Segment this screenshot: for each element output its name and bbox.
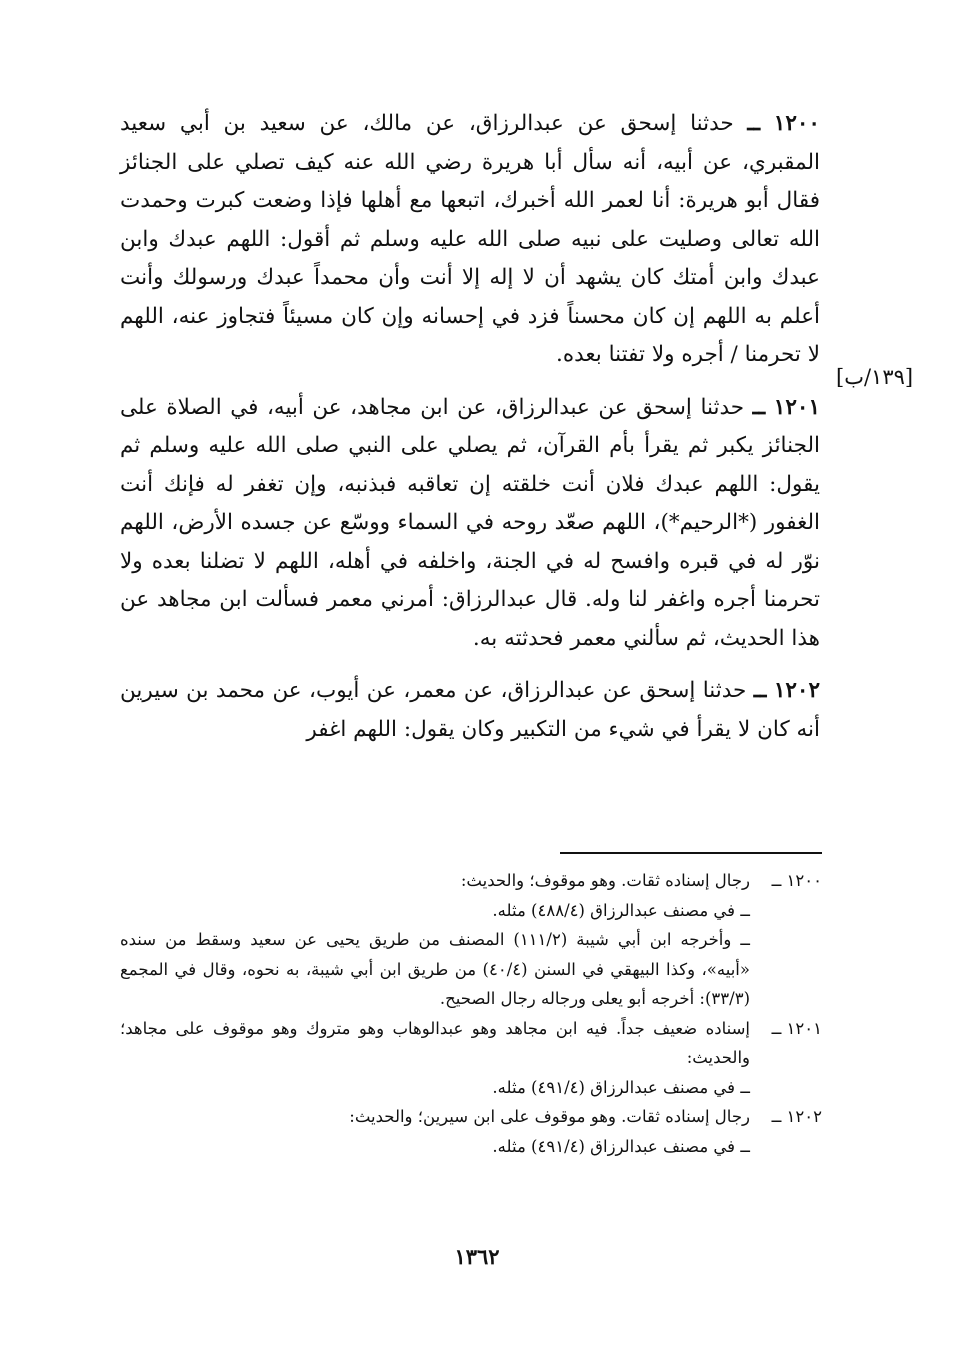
footnote-1200-continued [120, 925, 822, 1014]
footnote-number: ١٢٠٠ ــ [771, 871, 822, 890]
hadith-1201 [120, 389, 820, 659]
hadith-1200 [120, 105, 820, 375]
hadith-text: حدثنا إسحق عن عبدالرزاق، عن ابن مجاهد، عن أبيه، في الصلاة على الجنائز يكبر ثم يقرأ بأم القرآن، ثم يصلي على النبي صلى الله عليه وسلم ثم يقول: اللهم عبدك فلان أنت خلقته إن تعاقبه فبذنبه، وإن تغفر له فإنك أنت الغفور (*الرحيم*)، اللهم صعّد روحه في السماء ووسّع عن جسده الأرض، اللهم نوّر له في قبره وافسح له في الجنة، واخلفه في أهله، اللهم لا تضلنا بعده ولا تحرمنا أجره واغفر لنا وله. قال عبدالرزاق: أمرني معمر فسألت ابن مجاهد عن هذا الحديث، ثم سألني معمر فحدثته به. [120, 394, 820, 651]
hadith-text: حدثنا إسحق عن عبدالرزاق، عن مالك، عن سعيد بن أبي سعيد المقبري، عن أبيه، أنه سأل أبا هريرة رضي الله عنه كيف تصلي على الجنائز فقال أبو هريرة: أنا لعمر الله أخبرك، اتبعها مع أهلها فإذا وضعت كبرت وحمدت الله تعالى وصليت على نبيه صلى الله عليه وسلم ثم أقول: اللهم عبدك وابن عبدك وابن أمتك كان يشهد أن لا إله إلا أنت وأن محمداً عبدك ورسولك وأنت أعلم به اللهم إن كان محسناً فزد في إحسانه وإن كان مسيئاً فتجاوز عنه، اللهم لا تحرمنا / أجره ولا تفتنا بعده. [120, 111, 820, 367]
footnote-body [120, 925, 822, 1014]
footnote-body [120, 1102, 750, 1161]
footnote-line: ــ في مصنف عبدالرزاق (٤٨٨/٤) مثله. [492, 900, 750, 920]
hadith-1202 [120, 672, 820, 749]
hadith-number: ١٢٠٠ [773, 111, 820, 136]
footnote-1202 [120, 1102, 822, 1161]
page-number: ١٣٦٢ [454, 1244, 500, 1269]
footnote-line: ــ في مصنف عبدالرزاق (٤٩١/٤) مثله. [492, 1077, 750, 1097]
hadith-dash: ــ [753, 678, 767, 703]
hadith-number: ١٢٠١ [773, 394, 820, 420]
footnote-body [120, 1014, 750, 1103]
footnote-line: ــ وأخرجه ابن أبي شيبة (١١١/٢) المصنف من طريق يحيى عن سعيد وسقط من سنده «أبيه»، وكذا البيهقي في السنن (٤٠/٤) من طريق ابن أبي شيبة، به نحوه، وقال في المجمع (٣٣/٣): أخرجه أبو يعلى ورجاله رجال الصحيح. [120, 930, 750, 1008]
footnote-line: إسناده ضعيف جداً. فيه ابن مجاهد وهو عبدالوهاب وهو متروك وهو موقوف على مجاهد؛ والحديث: [120, 1018, 750, 1067]
footnote-line: ــ في مصنف عبدالرزاق (٤٩١/٤) مثله. [492, 1136, 750, 1156]
footnote-number: ١٢٠١ ــ [771, 1018, 822, 1038]
footnote-1201 [120, 1014, 822, 1103]
hadith-dash: ــ [752, 394, 766, 420]
footnote-number: ١٢٠٢ ــ [771, 1107, 822, 1126]
hadith-dash: ــ [747, 111, 761, 136]
footnote-line: رجال إسناده ثقات. وهو موقوف؛ والحديث: [460, 871, 750, 890]
manuscript-folio-reference: [١٣٩/ب] [836, 365, 914, 389]
main-text [120, 105, 820, 763]
footnote-line: رجال إسناده ثقات. وهو موقوف على ابن سيرين؛ والحديث: [349, 1107, 750, 1126]
footnote-1200 [120, 866, 822, 925]
hadith-number: ١٢٠٢ [773, 678, 821, 703]
hadith-text: حدثنا إسحق عن عبدالرزاق، عن معمر، عن أيوب، عن محمد بن سيرين أنه كان لا يقرأ في شيء من التكبير وكان يقول: اللهم اغفر [120, 678, 820, 742]
footnotes [120, 866, 822, 1161]
footnote-separator [560, 852, 822, 854]
footnote-body [120, 866, 750, 925]
